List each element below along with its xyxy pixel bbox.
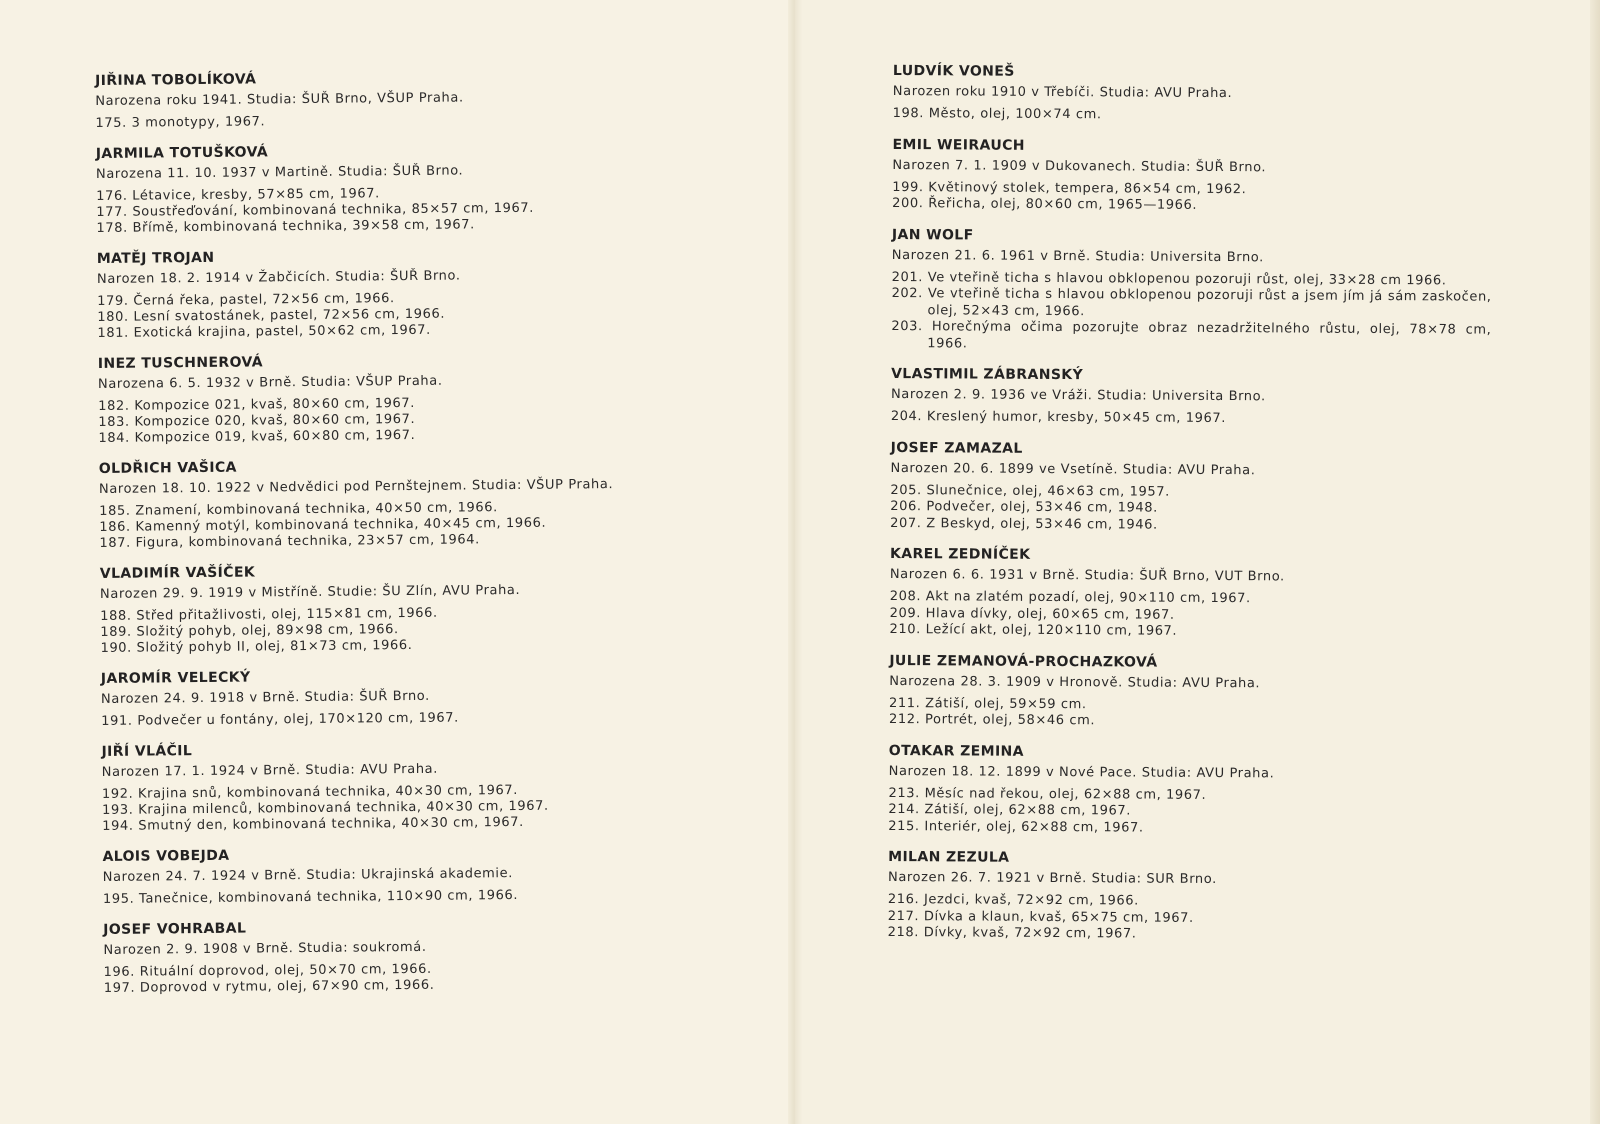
work-item: 176. Létavice, kresby, 57×85 cm, 1967.	[96, 186, 380, 204]
work-item: 181. Exotická krajina, pastel, 50×62 cm, 1967.	[97, 322, 431, 341]
artist-name: MILAN ZEZULA	[888, 848, 1010, 866]
artist-entry	[99, 454, 700, 552]
work-item: 214. Zátiší, olej, 62×88 cm, 1967.	[888, 801, 1132, 819]
artist-bio: Narozen 29. 9. 1919 v Mistříně. Studie: ŠU Zlín, AVU Praha.	[99, 582, 521, 602]
artist-entry	[892, 135, 1492, 216]
artist-name: OLDŘICH VAŠICA	[98, 459, 237, 477]
works-list	[102, 781, 702, 835]
artist-bio: Narozen 6. 6. 1931 v Brně. Studia: ŠUŘ Brno, VUT Brno.	[889, 566, 1285, 585]
work-item: 211. Zátiší, olej, 59×59 cm.	[889, 695, 1087, 712]
work-item: 208. Akt na zlatém pozadí, olej, 90×110 cm, 1967.	[889, 588, 1251, 607]
artist-entry	[97, 244, 698, 342]
artist-bio: Narozen 26. 7. 1921 v Brně. Studia: SUR Brno.	[887, 869, 1217, 887]
work-item: 196. Rituální doprovod, olej, 50×70 cm, 1966.	[103, 961, 432, 980]
artist-entry	[101, 664, 702, 730]
work-item: 179. Černá řeka, pastel, 72×56 cm, 1966.	[97, 291, 395, 309]
work-item: 177. Soustřeďování, kombinovaná technika, 85×57 cm, 1967.	[96, 200, 535, 220]
artist-name: JIŘINA TOBOLÍKOVÁ	[95, 71, 257, 89]
work-item: 209. Hlava dívky, olej, 60×65 cm, 1967.	[889, 605, 1175, 623]
artist-bio: Narozen 18. 2. 1914 v Žabčicích. Studia: ŠUŘ Brno.	[96, 268, 461, 287]
artist-name: VLASTIMIL ZÁBRANSKÝ	[891, 365, 1084, 384]
work-item: 191. Podvečer u fontány, olej, 170×120 cm, 1967.	[101, 710, 459, 729]
work-item: 195. Tanečnice, kombinovaná technika, 110×90 cm, 1966.	[102, 887, 519, 907]
work-item: 198. Město, olej, 100×74 cm.	[892, 105, 1102, 123]
work-item: 216. Jezdci, kvaš, 72×92 cm, 1966.	[887, 891, 1139, 909]
work-item: 186. Kamenný motýl, kombinovaná technika, 40×45 cm, 1966.	[99, 515, 547, 535]
works-list	[891, 409, 1491, 429]
artist-name: JAROMÍR VELECKÝ	[100, 669, 251, 687]
page-gutter	[788, 0, 802, 1124]
works-list	[96, 183, 696, 237]
left-catalog-column	[95, 66, 704, 1010]
work-item: 180. Lesní svatostánek, pastel, 72×56 cm, 1966.	[97, 306, 446, 325]
artist-name: ALOIS VOBEJDA	[102, 847, 230, 865]
works-list	[888, 785, 1488, 838]
works-list	[103, 886, 703, 908]
work-item: 217. Dívka a klaun, kvaš, 65×75 cm, 1967.	[887, 908, 1194, 926]
artist-name: OTAKAR ZEMINA	[888, 742, 1024, 760]
work-item: 183. Kompozice 020, kvaš, 80×60 cm, 1967.	[98, 411, 416, 430]
work-item: 184. Kompozice 019, kvaš, 60×80 cm, 1967.	[98, 427, 416, 446]
artist-name: VLADIMÍR VAŠÍČEK	[99, 564, 256, 582]
works-list	[104, 959, 704, 997]
artist-entry	[96, 139, 697, 237]
artist-name: JOSEF VOHRABAL	[103, 920, 247, 938]
works-list	[889, 589, 1489, 642]
artist-entry	[888, 848, 1489, 945]
work-item: 206. Podvečer, olej, 53×46 cm, 1948.	[890, 498, 1158, 516]
artist-entry	[888, 741, 1489, 838]
work-item: 189. Složitý pohyb, olej, 89×98 cm, 1966.	[100, 622, 399, 640]
artist-name: LUDVÍK VONEŠ	[892, 62, 1015, 80]
work-item: 202. Ve vteřině ticha s hlavou obklopenou pozoruji růst a jsem jím já sám zaskočen, olej, 52×43 cm, 1966.	[891, 285, 1492, 319]
work-item: 203. Horečnýma očima pozorujte obraz nezadržitelného růstu, olej, 78×78 cm, 1966.	[891, 318, 1492, 351]
work-item: 190. Složitý pohyb II, olej, 81×73 cm, 1966.	[100, 637, 413, 656]
works-list	[888, 892, 1488, 945]
artist-bio: Narozen 17. 1. 1924 v Brně. Studia: AVU Praha.	[101, 761, 438, 780]
artist-entry	[100, 559, 701, 657]
artist-entry	[101, 737, 702, 835]
artist-bio: Narozena 11. 10. 1937 v Martině. Studia: ŠUŘ Brno.	[95, 163, 464, 182]
works-list	[890, 482, 1490, 535]
artist-bio: Narozen 2. 9. 1908 v Brně. Studia: soukromá.	[103, 939, 427, 958]
work-item: 192. Krajina snů, kombinovaná technika, 40×30 cm, 1967.	[101, 782, 518, 802]
works-list	[99, 498, 699, 552]
works-list	[95, 110, 695, 132]
artist-bio: Narozen 18. 12. 1899 v Nové Pace. Studia: AVU Praha.	[888, 763, 1275, 781]
artist-name: KAREL ZEDNÍČEK	[889, 545, 1031, 563]
work-item: 188. Střed přitažlivosti, olej, 115×81 cm, 1966.	[100, 605, 438, 624]
artist-entry	[891, 365, 1491, 429]
work-item: 175. 3 monotypy, 1967.	[95, 114, 266, 131]
work-item: 193. Krajina milenců, kombinovaná technika, 40×30 cm, 1967.	[102, 798, 549, 818]
artist-bio: Narozena 28. 3. 1909 v Hronově. Studia: AVU Praha.	[889, 673, 1261, 691]
artist-entry	[889, 545, 1490, 642]
works-list	[101, 708, 701, 730]
artist-bio: Narozen 2. 9. 1936 ve Vráži. Studia: Universita Brno.	[890, 386, 1266, 405]
artist-entry	[893, 62, 1493, 126]
works-list	[100, 603, 700, 657]
work-item: 201. Ve vteřině ticha s hlavou obklopenou pozoruji růst, olej, 33×28 cm 1966.	[891, 269, 1447, 288]
work-item: 204. Kreslený humor, kresby, 50×45 cm, 1967.	[890, 408, 1227, 427]
works-list	[97, 288, 697, 342]
work-item: 194. Smutný den, kombinovaná technika, 40×30 cm, 1967.	[102, 814, 524, 834]
work-item: 197. Doprovod v rytmu, olej, 67×90 cm, 1966.	[103, 977, 435, 996]
artist-bio: Narozen 18. 10. 1922 v Nedvědici pod Pernštejnem. Studia: VŠUP Praha.	[98, 477, 614, 497]
artist-bio: Narozen 24. 7. 1924 v Brně. Studia: Ukrajinská akademie.	[102, 866, 514, 885]
work-item: 182. Kompozice 021, kvaš, 80×60 cm, 1967.	[98, 395, 416, 414]
artist-name: JULIE ZEMANOVÁ-PROCHAZKOVÁ	[889, 652, 1158, 671]
works-list	[889, 695, 1489, 732]
artist-entry	[95, 66, 696, 132]
artist-name: EMIL WEIRAUCH	[892, 136, 1026, 154]
artist-bio: Narozen roku 1910 v Třebíči. Studia: AVU Praha.	[892, 83, 1233, 102]
artist-bio: Narozen 24. 9. 1918 v Brně. Studia: ŠUŘ Brno.	[100, 688, 430, 707]
works-list	[892, 179, 1492, 216]
artist-bio: Narozen 7. 1. 1909 v Dukovanech. Studia: ŠUŘ Brno.	[892, 157, 1267, 175]
work-item: 207. Z Beskyd, olej, 53×46 cm, 1946.	[890, 515, 1158, 533]
artist-name: JARMILA TOTUŠKOVÁ	[95, 144, 269, 162]
work-item: 212. Portrét, olej, 58×46 cm.	[888, 711, 1096, 729]
works-list	[893, 106, 1493, 126]
artist-entry	[890, 438, 1491, 535]
artist-bio: Narozena 6. 5. 1932 v Brně. Studia: VŠUP Praha.	[97, 373, 443, 392]
right-catalog-column	[888, 62, 1493, 958]
artist-name: JIŘÍ VLÁČIL	[101, 743, 193, 760]
works-list	[98, 393, 698, 447]
work-item: 200. Řeřicha, olej, 80×60 cm, 1965—1966.	[892, 195, 1198, 213]
work-item: 213. Měsíc nad řekou, olej, 62×88 cm, 1967.	[888, 785, 1207, 803]
artist-entry	[98, 349, 699, 447]
artist-entry	[102, 842, 703, 908]
artist-bio: Narozen 21. 6. 1961 v Brně. Studia: Universita Brno.	[891, 247, 1264, 265]
artist-bio: Narozena roku 1941. Studia: ŠUŘ Brno, VŠUP Praha.	[95, 90, 464, 109]
artist-name: JOSEF ZAMAZAL	[890, 439, 1023, 457]
artist-name: JAN WOLF	[891, 226, 974, 243]
work-item: 218. Dívky, kvaš, 72×92 cm, 1967.	[887, 924, 1137, 942]
work-item: 210. Ležící akt, olej, 120×110 cm, 1967.	[889, 621, 1178, 639]
artist-entry	[103, 915, 704, 997]
work-item: 215. Interiér, olej, 62×88 cm, 1967.	[888, 818, 1144, 836]
work-item: 199. Květinový stolek, tempera, 86×54 cm, 1962.	[892, 179, 1247, 197]
artist-name: INEZ TUSCHNEROVÁ	[97, 354, 264, 372]
artist-entry	[889, 651, 1489, 732]
work-item: 185. Znamení, kombinovaná technika, 40×50 cm, 1966.	[99, 500, 498, 519]
work-item: 187. Figura, kombinovaná technika, 23×57 cm, 1964.	[99, 532, 480, 551]
work-item: 178. Břímě, kombinovaná technika, 39×58 cm, 1967.	[96, 217, 475, 236]
work-item: 205. Slunečnice, olej, 46×63 cm, 1957.	[890, 482, 1170, 500]
artist-name: MATĚJ TROJAN	[96, 249, 215, 267]
works-list	[891, 269, 1491, 355]
artist-bio: Narozen 20. 6. 1899 ve Vsetíně. Studia: AVU Praha.	[890, 460, 1256, 478]
page-edge	[1590, 0, 1600, 1124]
artist-entry	[891, 225, 1492, 355]
